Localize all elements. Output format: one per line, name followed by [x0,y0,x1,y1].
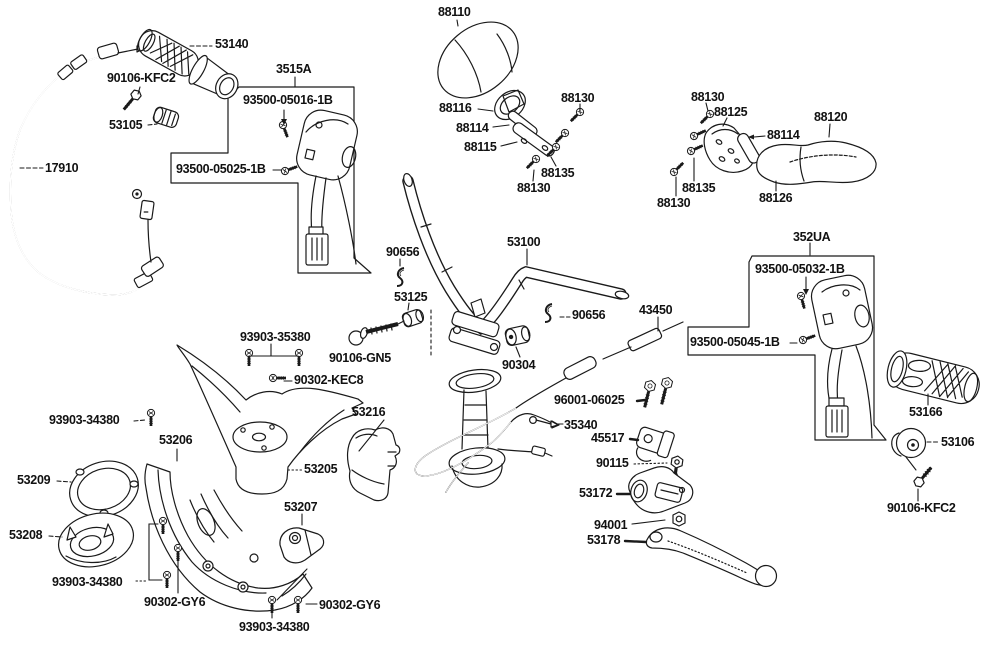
screw-90302-gy6-right [294,596,301,613]
part-label-88126-20: 88126 [759,191,793,205]
part-label-90106-KFC2-42: 90106-KFC2 [887,501,956,515]
part-label-53205-46: 53205 [304,462,338,476]
throttle-cap-53105 [152,106,180,129]
part-label-94001-38: 94001 [594,518,628,532]
left-switch-housing [293,107,360,265]
part-label-53178-39: 53178 [587,533,621,547]
bolt-90106-kfc2-right [912,465,934,489]
part-label-43450-25: 43450 [639,303,673,317]
clip-90656-right [545,304,552,322]
nut-90304 [504,325,531,347]
nut-94001 [673,512,685,526]
screw-88130-b [524,154,541,171]
part-label-53207-48: 53207 [284,500,318,514]
part-label-93500-05016-1B-5: 93500-05016-1B [243,93,333,107]
part-label-88110-7: 88110 [438,5,471,19]
cap-bolt-link [906,457,916,470]
part-label-90302-KEC8-31: 90302-KEC8 [294,373,364,387]
screw-93500-05045 [798,332,816,344]
part-label-53209-45: 53209 [17,473,51,487]
cover-53207 [280,528,324,563]
bolt-96001-b [657,376,673,405]
part-label-88115-10: 88115 [464,140,497,154]
part-label-88114-9: 88114 [456,121,489,135]
throttle-grip [133,24,244,105]
brake-lever-53178 [646,528,776,587]
part-label-90656-24: 90656 [572,308,606,322]
screw-88130-c [698,109,715,126]
part-label-90106-KFC2-1: 90106-KFC2 [107,71,176,85]
screw-88130-d [669,160,686,177]
part-label-93903-34380-49: 93903-34380 [49,413,120,427]
part-label-88135-18: 88135 [682,181,716,195]
nut-53125 [401,308,425,328]
part-label-90302-GY6-53: 90302-GY6 [319,598,381,612]
screw-90302-kec8 [269,374,286,381]
part-label-93500-05032-1B-27: 93500-05032-1B [755,262,845,276]
part-label-352UA-26: 352UA [793,230,831,244]
part-label-53140-0: 53140 [215,37,249,51]
screw-93903-35380-b [295,349,302,366]
part-label-53172-37: 53172 [579,486,613,500]
brake-cable [415,322,683,492]
part-label-88130-14: 88130 [691,90,725,104]
bolt-90106-kfc2-left [120,88,142,112]
part-label-93500-05045-1B-28: 93500-05045-1B [690,335,780,349]
part-label-88120-17: 88120 [814,110,848,124]
part-label-17910-3: 17910 [45,161,79,175]
screw-93903-35380-a [245,349,252,366]
screw-93903-34380-top [147,409,154,426]
part-label-53216-43: 53216 [352,405,386,419]
part-label-45517-35: 45517 [591,431,625,445]
part-label-53105-2: 53105 [109,118,143,132]
part-label-88130-13: 88130 [517,181,551,195]
part-label-93500-05025-1B-6: 93500-05025-1B [176,162,266,176]
cover-53216 [348,428,400,501]
part-label-88114-16: 88114 [767,128,800,142]
screw-93903-34380-b2 [163,571,170,588]
cable-lower-fittings [133,190,165,289]
part-label-88125-15: 88125 [714,105,748,119]
screw-88130-a [568,107,585,124]
part-label-53206-44: 53206 [159,433,193,447]
handlebar [402,172,629,328]
part-label-96001-06025-33: 96001-06025 [554,393,625,407]
end-cap-53106 [892,429,926,458]
screw-88135-d [686,142,704,156]
bolt-96001-a [640,379,656,408]
mirror-right [423,7,556,158]
part-label-53100-23: 53100 [507,235,541,249]
right-switch-housing [808,272,875,438]
screw-93500-05025 [280,163,298,175]
part-label-90115-36: 90115 [596,456,629,470]
part-label-53208-47: 53208 [9,528,43,542]
part-label-90106-GN5-30: 90106-GN5 [329,351,391,365]
part-label-90302-GY6-51: 90302-GY6 [144,595,206,609]
bolt-90106-gn5 [349,321,404,345]
part-label-53125-22: 53125 [394,290,428,304]
lever-bracket-53172 [628,467,692,513]
cover-53208 [53,506,139,575]
part-label-88135-12: 88135 [541,166,575,180]
part-label-3515A-4: 3515A [276,62,312,76]
cable-guide-45517 [632,423,675,467]
part-label-53166-40: 53166 [909,405,943,419]
left-grip-53166 [884,349,983,407]
part-label-35340-34: 35340 [564,418,598,432]
part-label-93903-34380-52: 93903-34380 [239,620,310,634]
part-label-88130-19: 88130 [657,196,691,210]
part-label-88130-11: 88130 [561,91,595,105]
part-label-93903-34380-50: 93903-34380 [52,575,123,589]
part-label-90656-21: 90656 [386,245,420,259]
part-label-88116-8: 88116 [439,101,472,115]
handlebar-clamp [448,299,506,487]
screw-88135-a [553,128,570,145]
part-label-90304-32: 90304 [502,358,536,372]
part-label-93903-35380-29: 93903-35380 [240,330,311,344]
part-label-53106-41: 53106 [941,435,975,449]
clip-90656-left [397,268,404,286]
